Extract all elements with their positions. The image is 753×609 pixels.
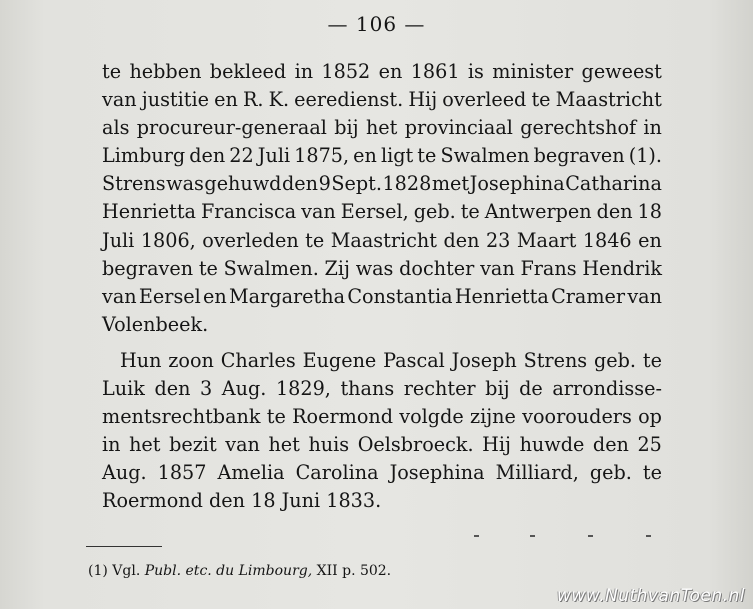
text-line: Luik den 3 Aug. 1829, thans rechter bij de arrondisse- <box>102 377 662 401</box>
footnote-prefix: Vgl. <box>112 563 141 579</box>
text-line: Strens was gehuwd den 9 Sept. 1828 met Josephina Catharina <box>102 172 662 196</box>
text-line: te hebben bekleed in 1852 en 1861 is minister geweest <box>102 60 662 83</box>
footnote-suffix: XII p. 502. <box>316 563 392 579</box>
text-line: Juli 1806, overleden te Maastricht den 23 Maart 1846 en <box>102 228 662 252</box>
watermark: www.NuthvanToen.nl <box>556 586 745 606</box>
text-line: Limburg den 22 Juli 1875, en ligt te Swalmen begraven (1). <box>102 144 662 168</box>
text-line: begraven te Swalmen. Zij was dochter van Frans Hendrik <box>102 256 662 280</box>
footnote-divider <box>86 546 162 547</box>
body-text <box>102 58 662 516</box>
page-number: — 106 — <box>327 12 426 36</box>
paragraph-2 <box>102 347 662 516</box>
text-line: van justitie en R. K. eeredienst. Hij overleed te Maastricht <box>102 88 662 112</box>
print-specks <box>470 535 660 541</box>
text-line: Roermond den 18 Juni 1833. <box>102 489 382 513</box>
paragraph-gap <box>102 339 662 347</box>
footnote <box>88 563 391 579</box>
text-line: van Eersel en Margaretha Constantia Henrietta Cramer van <box>102 284 662 308</box>
text-line: als procureur-generaal bij het provinciaal gerechtshof in <box>102 116 662 140</box>
text-line: mentsrechtbank te Roermond volgde zijne voorouders op <box>102 405 662 429</box>
text-line: Hun zoon Charles Eugene Pascal Joseph Strens geb. te <box>120 348 662 372</box>
text-line: Volenbeek. <box>102 312 209 336</box>
text-line: in het bezit van het huis Oelsbroeck. Hij huwde den 25 <box>102 433 662 457</box>
text-line: Aug. 1857 Amelia Carolina Josephina Milliard, geb. te <box>102 461 662 485</box>
text-line: Henrietta Francisca van Eersel, geb. te Antwerpen den 18 <box>102 200 662 224</box>
footnote-marker: (1) <box>88 563 108 579</box>
footnote-title: Publ. etc. du Limbourg, <box>144 563 313 579</box>
paragraph-1 <box>102 58 662 339</box>
